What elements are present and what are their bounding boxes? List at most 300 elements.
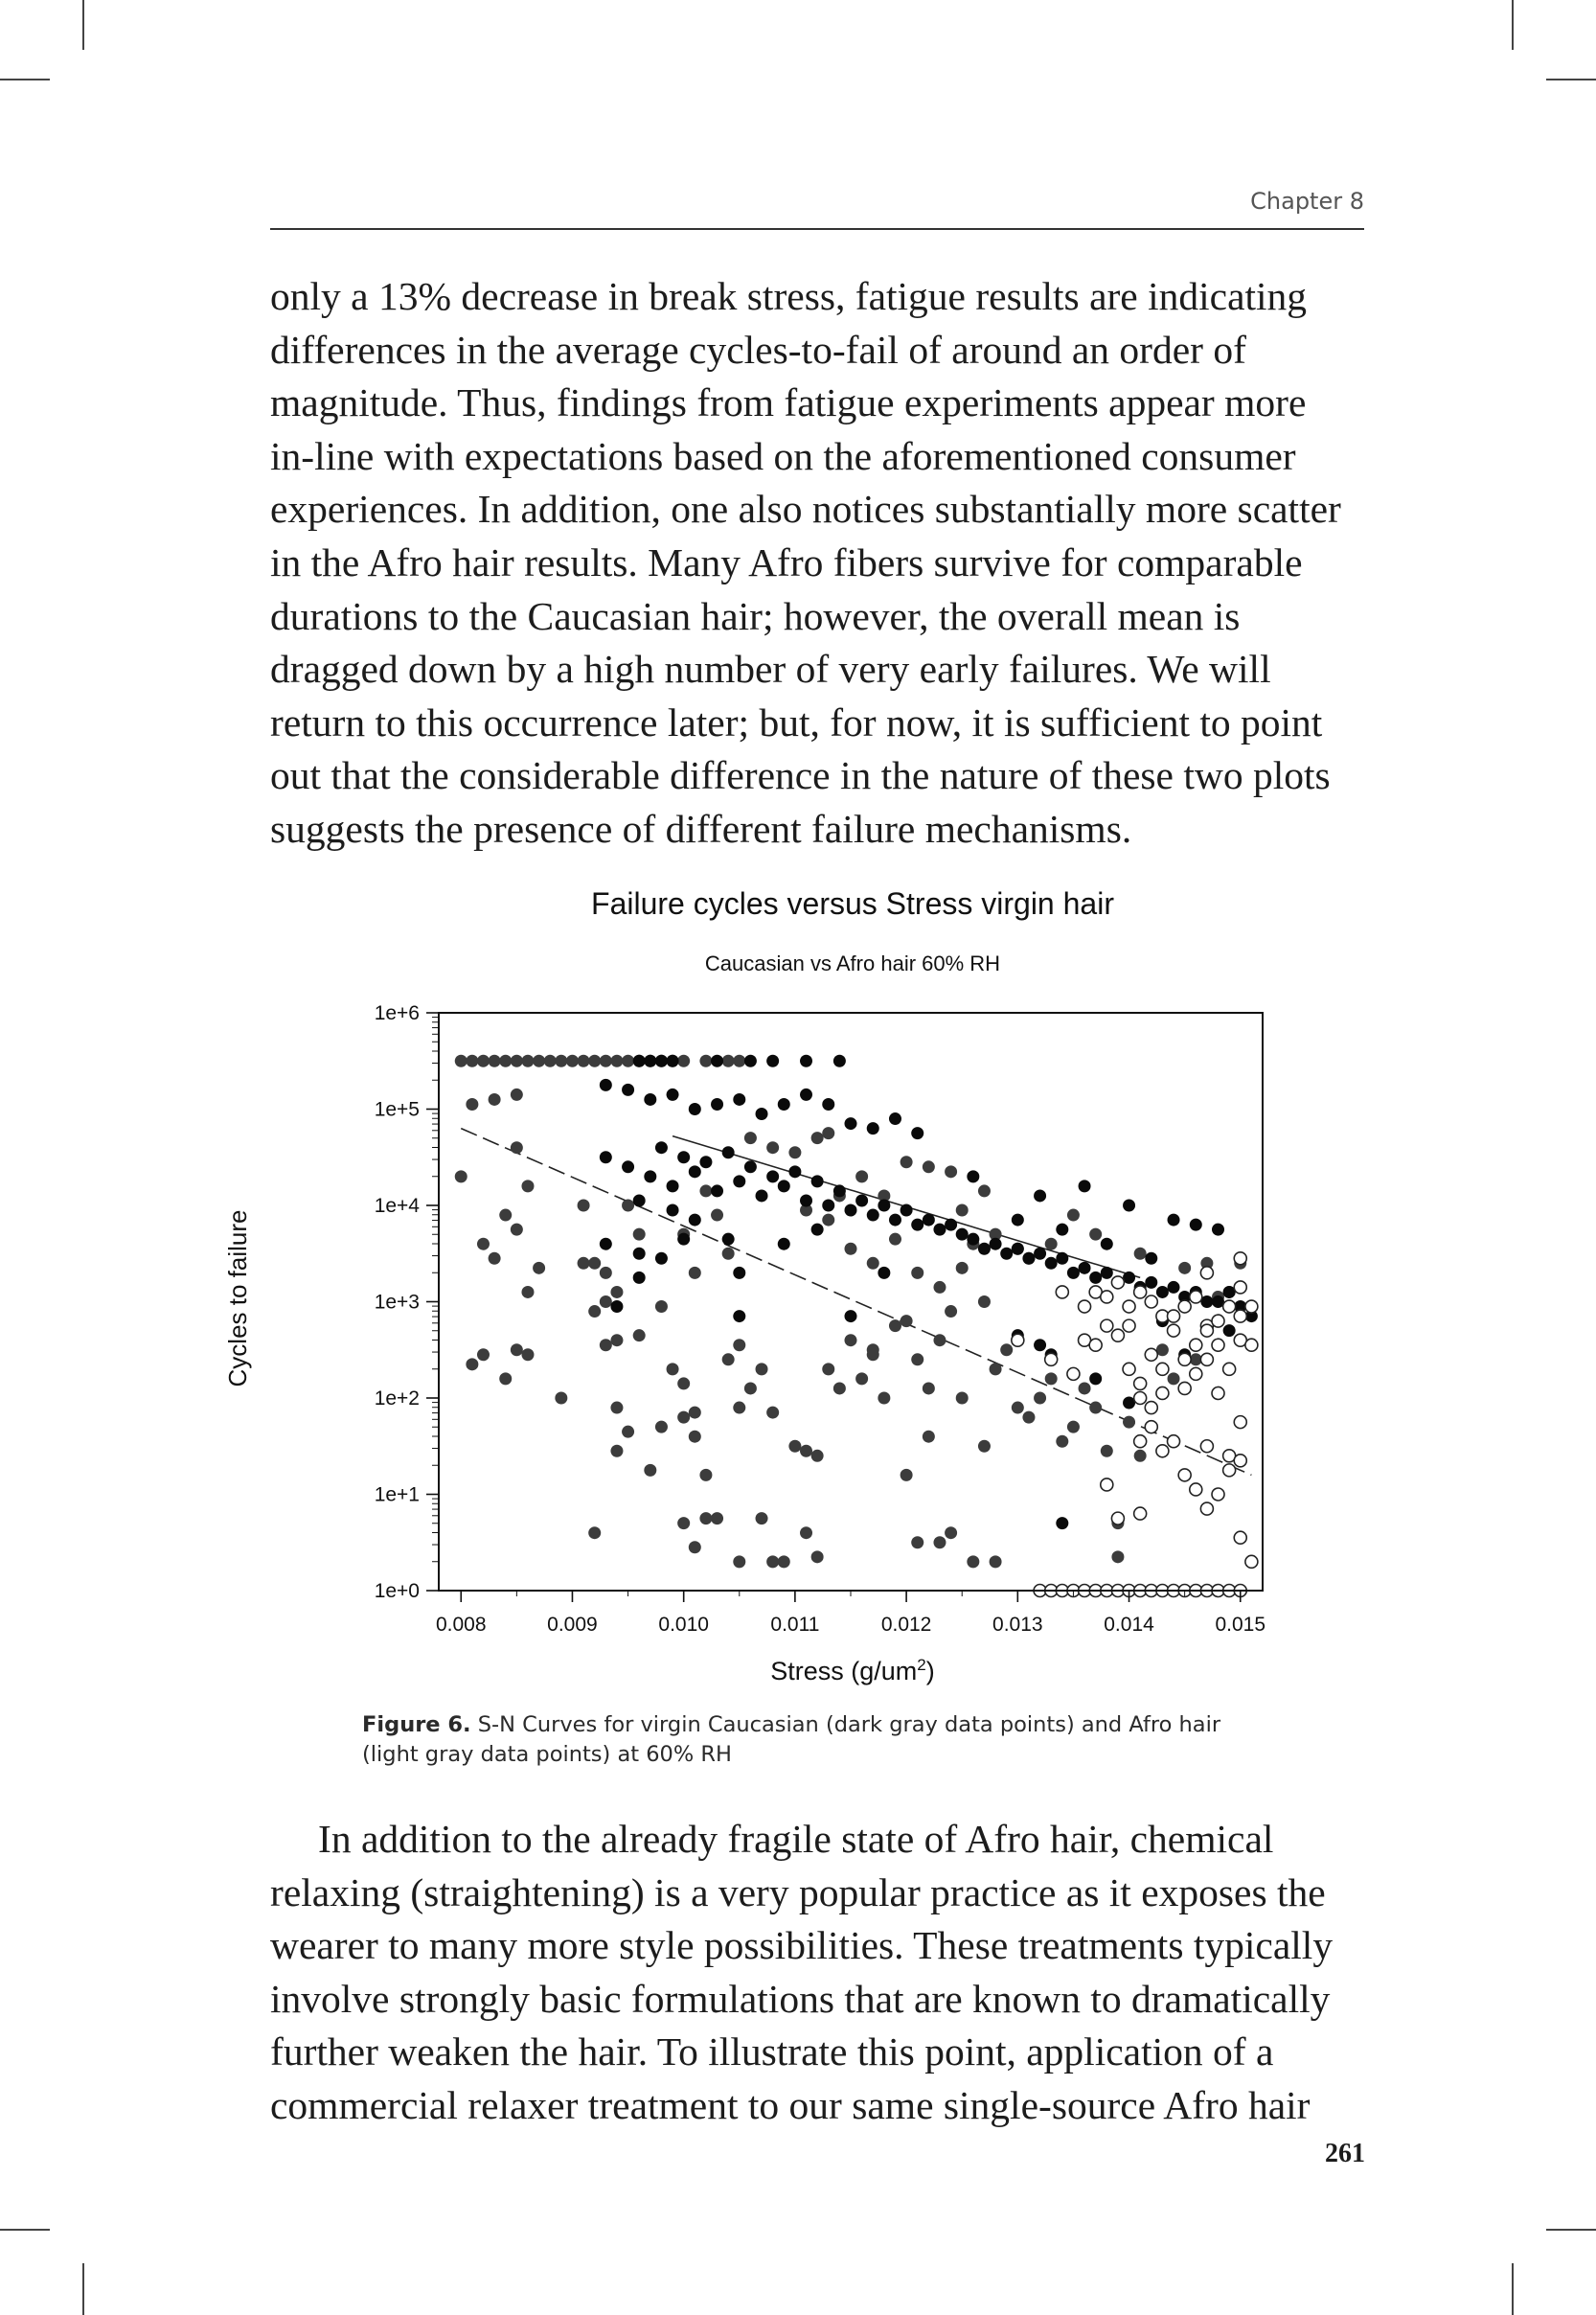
data-point <box>622 1055 634 1067</box>
data-point <box>923 1382 935 1394</box>
data-point <box>1111 1512 1124 1524</box>
data-point <box>600 1151 612 1163</box>
data-point <box>588 1305 601 1318</box>
data-point <box>1145 1252 1157 1265</box>
data-point <box>722 1233 735 1246</box>
data-point <box>667 1089 679 1101</box>
data-point <box>1223 1464 1236 1477</box>
data-point <box>1134 1248 1147 1260</box>
data-point <box>889 1112 901 1125</box>
data-point <box>1156 1286 1169 1298</box>
data-point <box>667 1055 679 1067</box>
data-point <box>1012 1243 1024 1255</box>
data-point <box>756 1189 768 1202</box>
data-point <box>677 1377 690 1389</box>
data-point <box>1168 1214 1180 1226</box>
data-point <box>722 1055 735 1067</box>
data-point <box>1178 1353 1191 1365</box>
data-point <box>633 1329 646 1341</box>
data-point <box>600 1339 612 1351</box>
data-point <box>511 1055 523 1067</box>
data-point <box>610 1300 623 1313</box>
data-point <box>1234 1252 1246 1265</box>
data-point <box>778 1098 790 1111</box>
data-point <box>778 1180 790 1192</box>
data-point <box>655 1141 668 1154</box>
data-point <box>1111 1550 1124 1563</box>
data-point <box>911 1127 923 1139</box>
data-point <box>521 1286 534 1298</box>
data-point <box>1012 1214 1024 1226</box>
data-point <box>811 1450 824 1462</box>
data-point <box>1022 1252 1035 1265</box>
data-point <box>855 1372 868 1385</box>
data-point <box>655 1055 668 1067</box>
data-point <box>1000 1343 1013 1356</box>
data-point <box>511 1141 523 1154</box>
data-point <box>578 1257 590 1270</box>
data-point <box>1000 1248 1013 1260</box>
y-tick-label: 1e+3 <box>374 1291 420 1314</box>
data-point <box>644 1093 656 1106</box>
y-axis <box>375 1002 439 1602</box>
data-point <box>499 1209 512 1222</box>
data-point <box>901 1315 913 1327</box>
data-point <box>1178 1262 1191 1274</box>
data-point <box>1101 1478 1113 1491</box>
data-point <box>1145 1421 1157 1433</box>
data-point <box>1034 1339 1046 1351</box>
data-point <box>733 1339 745 1351</box>
data-point <box>699 1512 712 1524</box>
data-point <box>555 1055 567 1067</box>
data-point <box>933 1536 946 1548</box>
text-line: return to this occurrence later; but, for now, it is sufficient to point <box>270 699 1323 745</box>
data-point <box>677 1411 690 1424</box>
data-point <box>1223 1324 1236 1337</box>
data-point <box>544 1055 557 1067</box>
data-point <box>600 1079 612 1091</box>
data-point <box>1134 1450 1147 1462</box>
data-point <box>588 1526 601 1539</box>
y-axis-label: Cycles to failure <box>223 1209 252 1387</box>
data-point <box>1123 1200 1135 1212</box>
data-point <box>610 1055 623 1067</box>
data-point <box>1079 1180 1091 1192</box>
figure-caption <box>362 1710 1301 1770</box>
data-point <box>677 1151 690 1163</box>
data-point <box>845 1334 857 1346</box>
data-point <box>555 1392 567 1405</box>
data-point <box>867 1257 879 1270</box>
data-point <box>1145 1295 1157 1308</box>
data-point <box>689 1541 701 1553</box>
data-point <box>1190 1219 1202 1231</box>
y-tick-label: 1e+1 <box>374 1483 420 1506</box>
data-point <box>466 1358 478 1370</box>
data-point <box>600 1295 612 1308</box>
data-point <box>1200 1502 1213 1515</box>
data-point <box>911 1353 923 1365</box>
data-point <box>499 1372 512 1385</box>
data-point <box>511 1343 523 1356</box>
data-point <box>633 1248 646 1260</box>
data-point <box>610 1445 623 1457</box>
data-point <box>689 1214 701 1226</box>
data-point <box>667 1180 679 1192</box>
data-point <box>811 1550 824 1563</box>
text-line: suggests the presence of different failure mechanisms. <box>270 806 1132 851</box>
data-point <box>699 1469 712 1481</box>
data-point <box>867 1209 879 1222</box>
data-point <box>711 1184 723 1197</box>
caption-line-1 <box>362 1710 1301 1740</box>
data-point <box>1089 1272 1102 1284</box>
data-point <box>644 1170 656 1182</box>
data-point <box>622 1160 634 1173</box>
data-point <box>744 1382 757 1394</box>
data-point <box>1168 1310 1180 1322</box>
data-point <box>1123 1300 1135 1313</box>
data-point <box>722 1248 735 1260</box>
data-point <box>622 1426 634 1438</box>
data-point <box>733 1093 745 1106</box>
data-point <box>990 1363 1002 1375</box>
data-point <box>677 1517 690 1529</box>
data-point <box>489 1093 501 1106</box>
data-point <box>1067 1367 1080 1380</box>
data-point <box>1145 1402 1157 1414</box>
data-point <box>689 1267 701 1279</box>
caption-line-2: (light gray data points) at 60% RH <box>362 1742 732 1767</box>
data-point <box>667 1363 679 1375</box>
data-point <box>878 1200 890 1212</box>
data-point <box>733 1310 745 1322</box>
data-point <box>822 1098 834 1111</box>
data-point <box>766 1555 779 1568</box>
data-point <box>911 1267 923 1279</box>
text-line: out that the considerable difference in the nature of these two plots <box>270 753 1331 798</box>
data-point <box>633 1055 646 1067</box>
data-point <box>923 1431 935 1443</box>
text-line: differences in the average cycles-to-fail of around an order of <box>270 327 1246 372</box>
data-point <box>667 1204 679 1217</box>
data-point <box>1168 1372 1180 1385</box>
data-point <box>1111 1276 1124 1289</box>
x-axis-label-text: Stress (g/um <box>770 1657 918 1685</box>
data-point <box>1190 1291 1202 1303</box>
data-point <box>1223 1363 1236 1375</box>
data-point <box>1168 1281 1180 1294</box>
data-point <box>855 1170 868 1182</box>
data-point <box>1045 1238 1058 1250</box>
data-point <box>689 1103 701 1115</box>
data-point <box>1134 1377 1147 1389</box>
text-line: in the Afro hair results. Many Afro fibers survive for comparable <box>270 539 1303 584</box>
data-point <box>1223 1300 1236 1313</box>
data-point <box>1212 1387 1224 1399</box>
data-point <box>978 1440 991 1453</box>
x-tick-label: 0.012 <box>880 1614 932 1636</box>
chart-title: Failure cycles versus Stress virgin hair <box>591 886 1114 921</box>
data-point <box>1234 1310 1246 1322</box>
data-point <box>766 1055 779 1067</box>
data-point <box>521 1348 534 1361</box>
caption-text: S-N Curves for virgin Caucasian (dark gray data points) and Afro hair <box>470 1712 1221 1737</box>
data-point <box>1056 1252 1068 1265</box>
data-point <box>1212 1339 1224 1351</box>
data-point <box>1212 1488 1224 1501</box>
data-point <box>733 1555 745 1568</box>
x-tick-label: 0.009 <box>547 1614 598 1636</box>
data-point <box>845 1204 857 1217</box>
data-point <box>800 1194 812 1206</box>
data-point <box>788 1440 801 1453</box>
data-point <box>1123 1363 1135 1375</box>
text-line: durations to the Caucasian hair; however, the overall mean is <box>270 593 1241 638</box>
data-point <box>867 1122 879 1135</box>
data-point <box>578 1200 590 1212</box>
data-point <box>588 1055 601 1067</box>
data-point <box>1156 1363 1169 1375</box>
data-point <box>867 1343 879 1356</box>
data-point <box>633 1194 646 1206</box>
data-point <box>1101 1291 1113 1303</box>
data-point <box>610 1286 623 1298</box>
data-point <box>1123 1319 1135 1332</box>
data-point <box>489 1055 501 1067</box>
data-point <box>744 1055 757 1067</box>
data-point <box>756 1363 768 1375</box>
data-point <box>1045 1353 1058 1365</box>
data-point <box>967 1170 979 1182</box>
y-tick-label: 1e+2 <box>374 1387 420 1410</box>
data-point <box>644 1055 656 1067</box>
data-point <box>967 1555 979 1568</box>
data-point <box>756 1108 768 1120</box>
data-point <box>677 1233 690 1246</box>
chart-subtitle: Caucasian vs Afro hair 60% RH <box>704 951 1001 975</box>
data-point <box>833 1055 846 1067</box>
data-point <box>1156 1445 1169 1457</box>
data-point <box>978 1243 991 1255</box>
data-point <box>644 1464 656 1477</box>
y-tick-label: 1e+6 <box>374 1002 420 1024</box>
data-point <box>722 1353 735 1365</box>
data-point <box>1212 1224 1224 1236</box>
data-point <box>756 1512 768 1524</box>
data-point <box>978 1184 991 1197</box>
data-point <box>1056 1517 1068 1529</box>
data-point <box>1168 1435 1180 1448</box>
data-point <box>956 1228 969 1241</box>
data-point <box>1134 1392 1147 1405</box>
data-point <box>911 1219 923 1231</box>
data-point <box>1156 1387 1169 1399</box>
data-point <box>778 1238 790 1250</box>
data-point <box>1056 1286 1068 1298</box>
plot-frame <box>439 1013 1263 1591</box>
data-point <box>733 1267 745 1279</box>
data-point <box>1067 1267 1080 1279</box>
data-point <box>1079 1300 1091 1313</box>
data-point <box>956 1262 969 1274</box>
data-point <box>455 1055 467 1067</box>
data-point <box>766 1407 779 1419</box>
data-point <box>1200 1440 1213 1453</box>
data-point <box>1245 1339 1258 1351</box>
data-point <box>1234 1455 1246 1467</box>
data-point <box>511 1224 523 1236</box>
data-point <box>990 1555 1002 1568</box>
text-line: commercial relaxer treatment to our same single-source Afro hair <box>270 2082 1311 2127</box>
data-point <box>699 1156 712 1168</box>
data-point <box>822 1214 834 1226</box>
data-point <box>1134 1507 1147 1520</box>
data-point <box>889 1233 901 1246</box>
data-point <box>800 1445 812 1457</box>
data-point <box>1234 1531 1246 1544</box>
data-point <box>1212 1315 1224 1327</box>
data-point <box>610 1334 623 1346</box>
data-point <box>845 1117 857 1130</box>
data-point <box>1034 1392 1046 1405</box>
data-point <box>778 1555 790 1568</box>
text-line: wearer to many more style possibilities. These treatments typically <box>270 1923 1334 1968</box>
data-point <box>956 1204 969 1217</box>
data-point <box>610 1402 623 1414</box>
data-point <box>655 1252 668 1265</box>
data-point <box>878 1267 890 1279</box>
data-point <box>901 1469 913 1481</box>
data-point <box>833 1184 846 1197</box>
data-point <box>499 1055 512 1067</box>
data-point <box>788 1165 801 1178</box>
data-point <box>622 1084 634 1096</box>
data-point <box>466 1055 478 1067</box>
data-point <box>711 1512 723 1524</box>
data-point <box>889 1214 901 1226</box>
text-line: In addition to the already fragile state of Afro hair, chemical <box>318 1817 1274 1861</box>
data-point <box>600 1267 612 1279</box>
text-line: experiences. In addition, one also notices substantially more scatter <box>270 487 1341 532</box>
data-point <box>477 1238 490 1250</box>
data-point <box>1190 1367 1202 1380</box>
data-point <box>733 1402 745 1414</box>
data-point <box>1089 1372 1102 1385</box>
data-point <box>655 1421 668 1433</box>
data-point <box>945 1219 957 1231</box>
data-point <box>1101 1319 1113 1332</box>
data-point <box>1123 1416 1135 1429</box>
text-line: magnitude. Thus, findings from fatigue experiments appear more <box>270 380 1307 425</box>
data-point <box>677 1055 690 1067</box>
x-axis-label-suffix: ) <box>925 1657 935 1685</box>
data-point <box>689 1165 701 1178</box>
data-point <box>1034 1189 1046 1202</box>
data-point <box>477 1055 490 1067</box>
data-point <box>901 1156 913 1168</box>
data-point <box>1067 1209 1080 1222</box>
data-point <box>733 1055 745 1067</box>
text-line: relaxing (straightening) is a very popular practice as it exposes the <box>270 1869 1326 1914</box>
data-point <box>566 1055 579 1067</box>
data-point <box>1056 1224 1068 1236</box>
data-point <box>822 1200 834 1212</box>
data-point <box>1111 1329 1124 1341</box>
data-point <box>766 1170 779 1182</box>
data-point <box>1089 1339 1102 1351</box>
data-point <box>1101 1238 1113 1250</box>
data-point <box>655 1300 668 1313</box>
data-point <box>822 1363 834 1375</box>
data-points-layer <box>455 1055 1258 1597</box>
data-point <box>744 1132 757 1144</box>
data-point <box>1145 1348 1157 1361</box>
data-point <box>889 1319 901 1332</box>
data-point <box>933 1281 946 1294</box>
data-point <box>1178 1382 1191 1394</box>
data-point <box>1245 1300 1258 1313</box>
data-point <box>521 1055 534 1067</box>
data-point <box>633 1272 646 1284</box>
data-point <box>744 1160 757 1173</box>
text-line: in-line with expectations based on the aforementioned consumer <box>270 433 1296 478</box>
data-point <box>811 1132 824 1144</box>
data-point <box>711 1098 723 1111</box>
data-point <box>533 1055 545 1067</box>
x-tick-label: 0.015 <box>1215 1614 1266 1636</box>
data-point <box>1022 1411 1035 1424</box>
data-point <box>1079 1262 1091 1274</box>
data-point <box>1034 1248 1046 1260</box>
data-point <box>699 1184 712 1197</box>
data-point <box>455 1170 467 1182</box>
data-point <box>1234 1281 1246 1294</box>
data-point <box>956 1392 969 1405</box>
data-point <box>1190 1339 1202 1351</box>
data-point <box>1101 1267 1113 1279</box>
paragraph-2 <box>270 1813 1372 2133</box>
data-point <box>466 1098 478 1111</box>
data-point <box>788 1146 801 1158</box>
data-point <box>1145 1276 1157 1289</box>
data-point <box>722 1146 735 1158</box>
data-point <box>1012 1402 1024 1414</box>
x-tick-label: 0.014 <box>1104 1614 1154 1636</box>
data-point <box>822 1127 834 1139</box>
data-point <box>945 1305 957 1318</box>
data-point <box>1168 1324 1180 1337</box>
data-point <box>689 1407 701 1419</box>
x-tick-label: 0.011 <box>770 1614 820 1636</box>
data-point <box>923 1160 935 1173</box>
data-point <box>1245 1555 1258 1568</box>
data-point <box>766 1141 779 1154</box>
data-point <box>588 1257 601 1270</box>
data-point <box>1234 1416 1246 1429</box>
data-point <box>711 1055 723 1067</box>
data-point <box>933 1224 946 1236</box>
data-point <box>933 1334 946 1346</box>
y-tick-label: 1e+4 <box>374 1195 420 1217</box>
data-point <box>1190 1483 1202 1496</box>
text-line: involve strongly basic formulations that are known to dramatically <box>270 1976 1331 2021</box>
data-point <box>800 1526 812 1539</box>
data-point <box>578 1055 590 1067</box>
running-head: Chapter 8 <box>1250 188 1364 215</box>
data-point <box>1200 1324 1213 1337</box>
